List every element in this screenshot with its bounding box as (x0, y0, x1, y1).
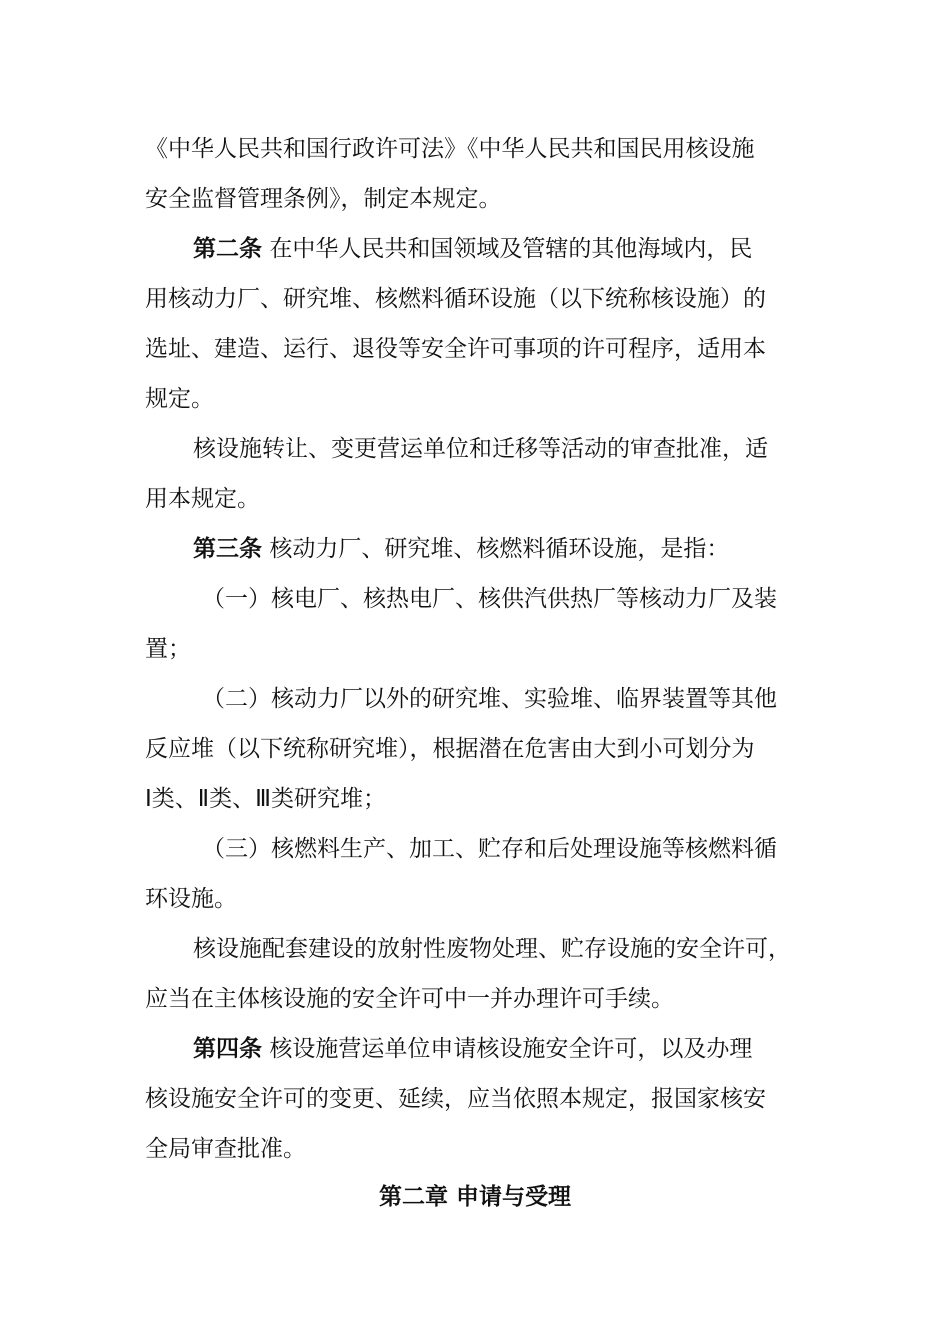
list-item: （二）核动力厂以外的研究堆、实验堆、临界装置等其他 (202, 686, 777, 712)
text-line: 全局审查批准。 (145, 1136, 306, 1162)
text-line: 核设施安全许可的变更、延续，应当依照本规定，报国家核安 (145, 1086, 766, 1112)
text-line: 反应堆（以下统称研究堆），根据潜在危害由大到小可划分为 (145, 736, 755, 762)
article-2-paragraph (193, 224, 752, 274)
text-line: 《中华人民共和国行政许可法》《中华人民共和国民用核设施 (145, 136, 755, 162)
text-line: 置； (145, 636, 191, 662)
text-line: 应当在主体核设施的安全许可中一并办理许可手续。 (145, 986, 674, 1012)
chapter-heading: 第二章 申请与受理 (378, 1184, 571, 1210)
text-line: 安全监督管理条例》，制定本规定。 (145, 186, 502, 212)
list-item: （一）核电厂、核热电厂、核供汽供热厂等核动力厂及装 (202, 586, 777, 612)
text-line: 在中华人民共和国领域及管辖的其他海域内，民 (269, 236, 753, 262)
text-line: 核设施营运单位申请核设施安全许可，以及办理 (269, 1036, 753, 1062)
text-line: 环设施。 (145, 886, 237, 912)
text-line: 规定。 (145, 386, 214, 412)
text-line: 核动力厂、研究堆、核燃料循环设施，是指： (269, 536, 730, 562)
article-4-label: 第四条 (193, 1036, 262, 1062)
article-3-paragraph (193, 524, 729, 574)
article-2-label: 第二条 (193, 236, 262, 262)
list-item: （三）核燃料生产、加工、贮存和后处理设施等核燃料循 (202, 836, 777, 862)
text-line: Ⅰ类、Ⅱ类、Ⅲ类研究堆； (145, 786, 386, 812)
text-line: 选址、建造、运行、退役等安全许可事项的许可程序，适用本 (145, 336, 766, 362)
text-line: 核设施转让、变更营运单位和迁移等活动的审查批准，适 (193, 436, 768, 462)
article-3-label: 第三条 (193, 536, 262, 562)
text-line: 用本规定。 (145, 486, 260, 512)
text-line: 核设施配套建设的放射性废物处理、贮存设施的安全许可， (193, 936, 791, 962)
article-4-paragraph (193, 1024, 752, 1074)
text-line: 用核动力厂、研究堆、核燃料循环设施（以下统称核设施）的 (145, 286, 766, 312)
